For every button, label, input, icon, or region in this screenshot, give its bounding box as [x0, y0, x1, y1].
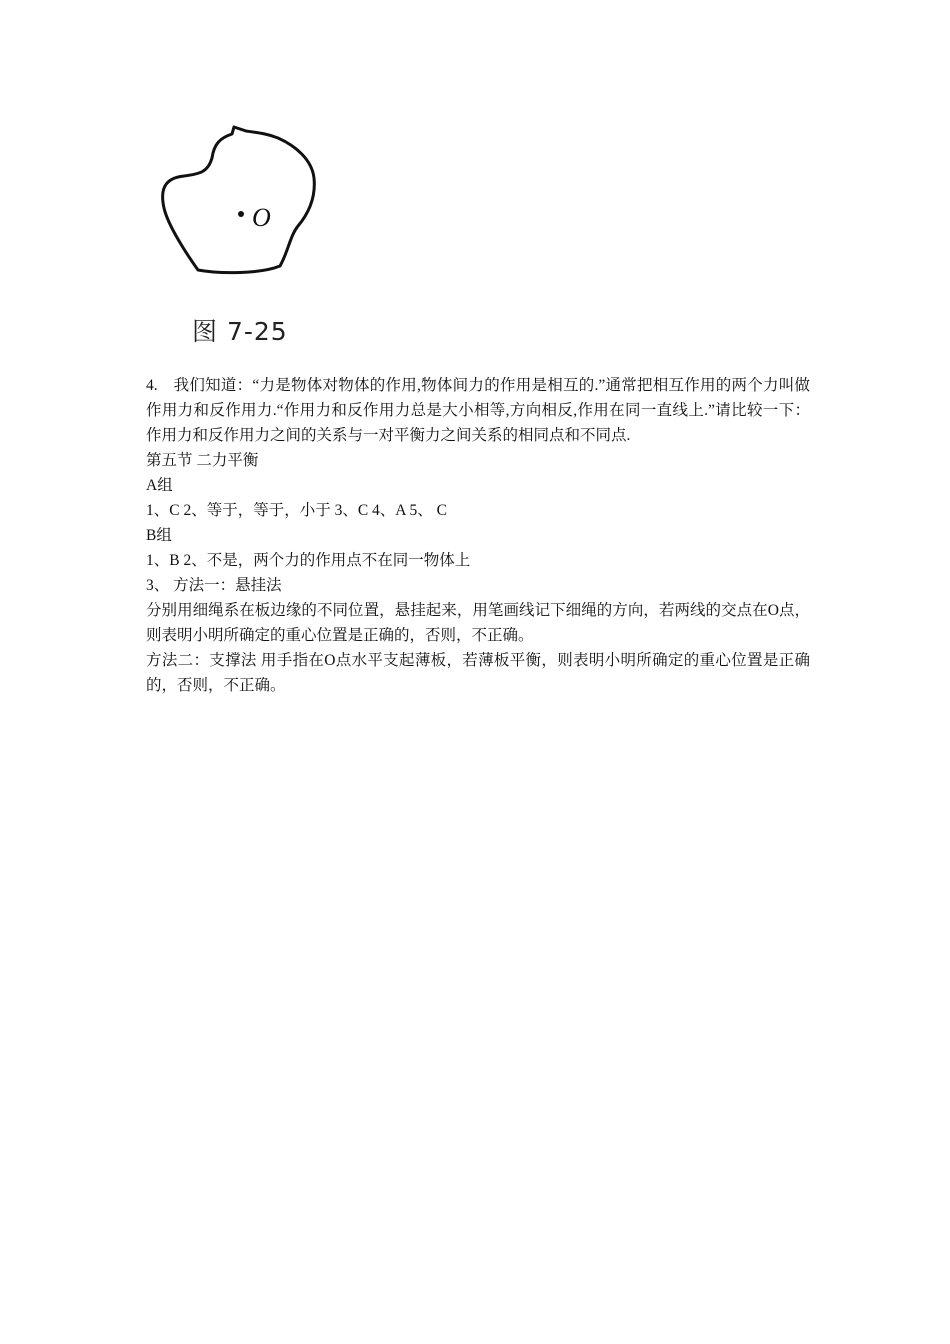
- board-outline: [163, 127, 315, 273]
- method-2-text: 方法二：支撑法 用手指在O点水平支起薄板，若薄板平衡，则表明小明所确定的重心位置是正确的，否则，不正确。: [146, 652, 810, 694]
- center-of-gravity-dot: [238, 211, 244, 217]
- answer-3-title: 3、 方法一：悬挂法: [146, 577, 282, 594]
- group-b-answers: 1、B 2、不是，两个力的作用点不在同一物体上: [146, 552, 471, 569]
- group-a-heading: A组: [146, 477, 173, 494]
- point-o-label: O: [252, 203, 271, 232]
- question-4: 4. 我们知道：“力是物体对物体的作用,物体间力的作用是相互的.”通常把相互作用的两个力叫做作用力和反作用力.“作用力和反作用力总是大小相等,方向相反,作用在同一直线上.”请比较一下：作用力和反作用力之间的关系与一对平衡力之间关系的相同点和不同点.: [146, 377, 810, 444]
- method-1-text: 分别用细绳系在板边缘的不同位置，悬挂起来，用笔画线记下细绳的方向，若两线的交点在O点，则表明小明所确定的重心位置是正确的，否则，不正确。: [146, 602, 810, 644]
- figure-caption: 图 7-25: [192, 317, 288, 346]
- document-body: [146, 373, 810, 698]
- group-b-heading: B组: [146, 527, 172, 544]
- group-a-answers: 1、C 2、等于，等于，小于 3、C 4、A 5、 C: [146, 502, 447, 519]
- section-title: 第五节 二力平衡: [146, 452, 259, 469]
